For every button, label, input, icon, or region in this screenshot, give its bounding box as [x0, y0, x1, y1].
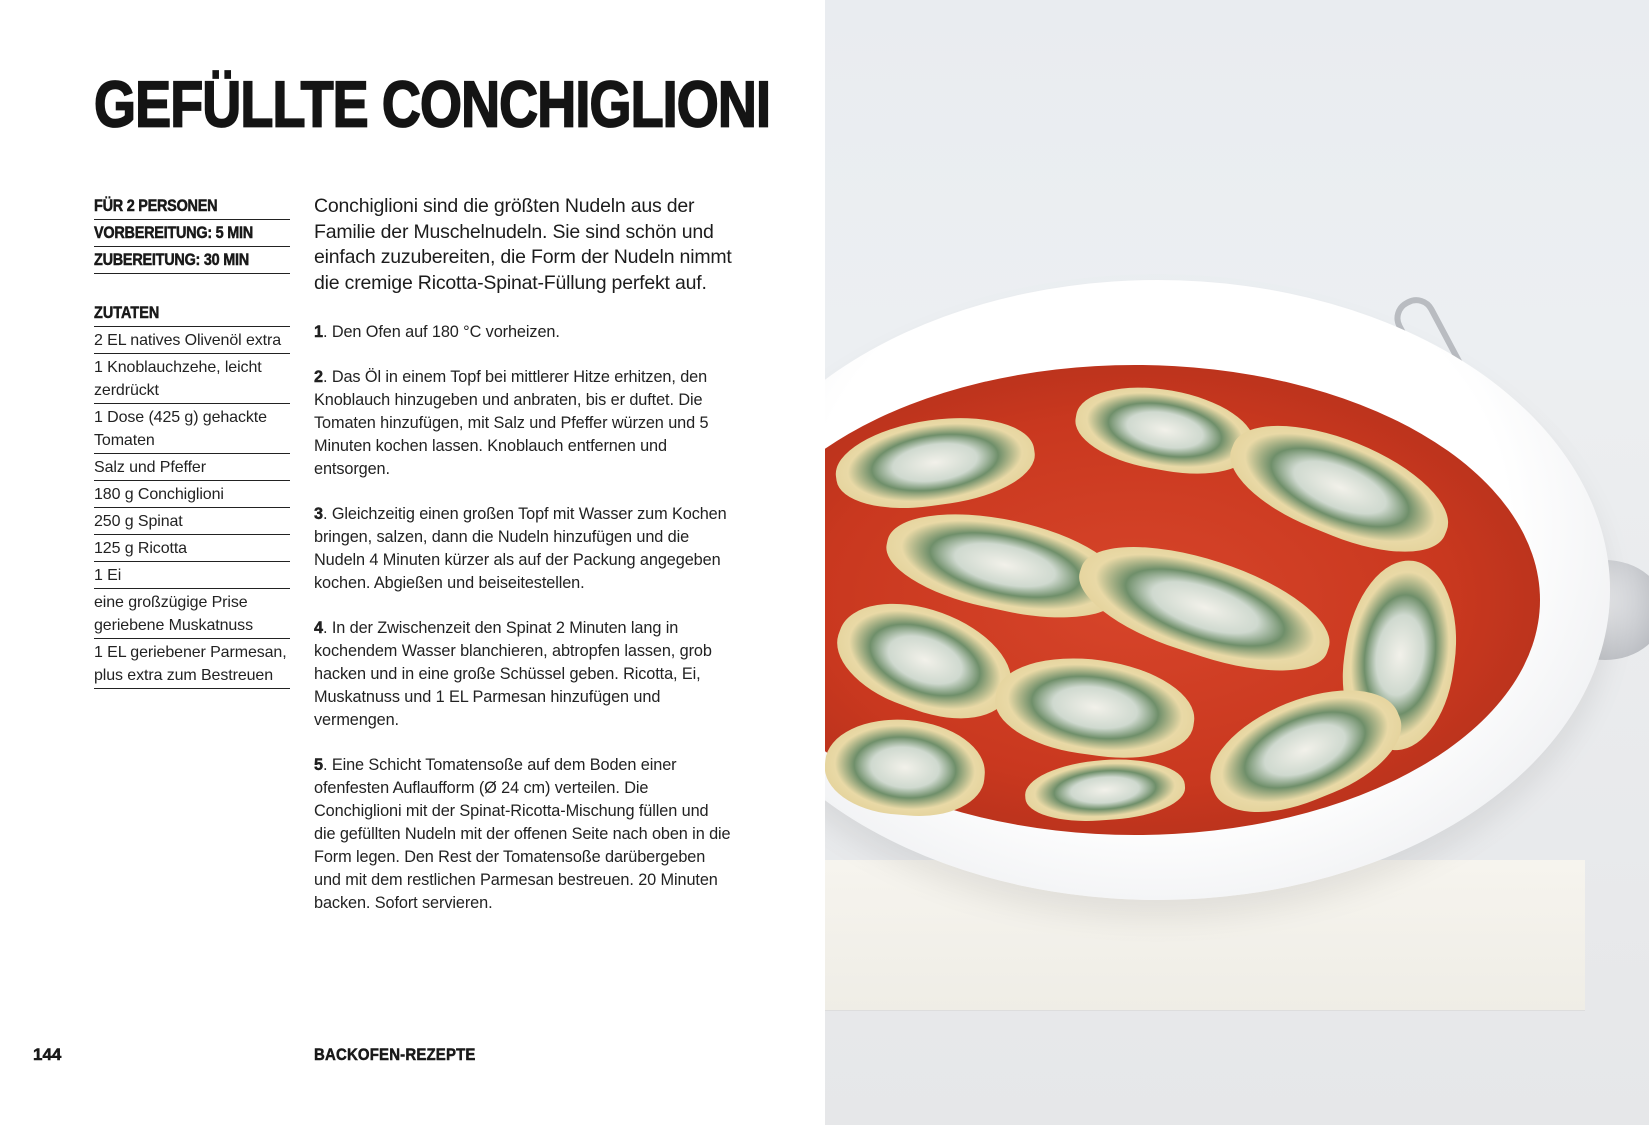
step-3 [314, 503, 734, 595]
ingredient-item: 1 Dose (425 g) gehackte Tomaten [94, 404, 290, 454]
step-text: . Das Öl in einem Topf bei mittlerer Hitze erhitzen, den Knoblauch hinzugeben und anbraten, bis er duftet. Die Tomaten hinzufügen, mit Salz und Pfeffer würzen und 5 Minuten kochen lassen. Knoblauch entfernen und entsorgen. [314, 368, 709, 478]
step-number: 5 [314, 756, 323, 774]
ingredient-item: 125 g Ricotta [94, 535, 290, 562]
section-label: BACKOFEN-REZEPTE [314, 1045, 476, 1064]
step-number: 2 [314, 368, 323, 386]
cook-time: ZUBEREITUNG: 30 MIN [94, 247, 290, 274]
recipe-sidebar [94, 193, 290, 689]
ingredient-item: 1 Knoblauchzehe, leicht zerdrückt [94, 354, 290, 404]
step-2 [314, 366, 734, 481]
ingredient-item: eine großzügige Prise geriebene Muskatnuss [94, 589, 290, 639]
page-number: 144 [33, 1045, 62, 1064]
step-number: 3 [314, 505, 323, 523]
ingredient-item: 250 g Spinat [94, 508, 290, 535]
step-text: . Gleichzeitig einen großen Topf mit Wasser zum Kochen bringen, salzen, dann die Nudeln hinzufügen und die Nudeln 4 Minuten kürzer als auf der Packung angegeben kochen. Abgießen und beiseitestellen. [314, 505, 727, 592]
prep-time: VORBEREITUNG: 5 MIN [94, 220, 290, 247]
ingredient-item: 1 Ei [94, 562, 290, 589]
recipe-title: GEFÜLLTE CONCHIGLIONI [94, 68, 771, 141]
ingredient-item: Salz und Pfeffer [94, 454, 290, 481]
step-1 [314, 321, 734, 344]
step-number: 1 [314, 323, 323, 341]
step-text: . In der Zwischenzeit den Spinat 2 Minuten lang in kochendem Wasser blanchieren, abtropfen lassen, grob hacken und in eine große Schüssel geben. Ricotta, Ei, Muskatnuss und 1 EL Parmesan hinzufügen und vermengen. [314, 619, 712, 729]
ingredients-list [94, 327, 290, 689]
ingredient-item: 180 g Conchiglioni [94, 481, 290, 508]
recipe-intro: Conchiglioni sind die größten Nudeln aus der Familie der Muschelnudeln. Sie sind schön und einfach zuzubereiten, die Form der Nudeln nimmt die cremige Ricotta-Spinat-Füllung perfekt auf. [314, 195, 732, 294]
servings: FÜR 2 PERSONEN [94, 193, 290, 220]
step-text: . Eine Schicht Tomatensoße auf dem Boden einer ofenfesten Auflaufform (Ø 24 cm) verteilen. Die Conchiglioni mit der Spinat-Ricotta-Mischung füllen und die gefüllten Nudeln mit der offenen Seite nach oben in die Form legen. Den Rest der Tomatensoße darübergeben und mit dem restlichen Parmesan bestreuen. 20 Minuten backen. Sofort servieren. [314, 756, 731, 912]
step-number: 4 [314, 619, 323, 637]
step-text: . Den Ofen auf 180 °C vorheizen. [322, 323, 560, 341]
ingredients-heading: ZUTATEN [94, 300, 290, 327]
step-5 [314, 754, 734, 915]
ingredient-item: 2 EL natives Olivenöl extra [94, 327, 290, 354]
ingredient-item: 1 EL geriebener Parmesan, plus extra zum Bestreuen [94, 639, 290, 689]
recipe-body [314, 194, 734, 937]
recipe-photo [825, 0, 1649, 1125]
step-4 [314, 617, 734, 732]
